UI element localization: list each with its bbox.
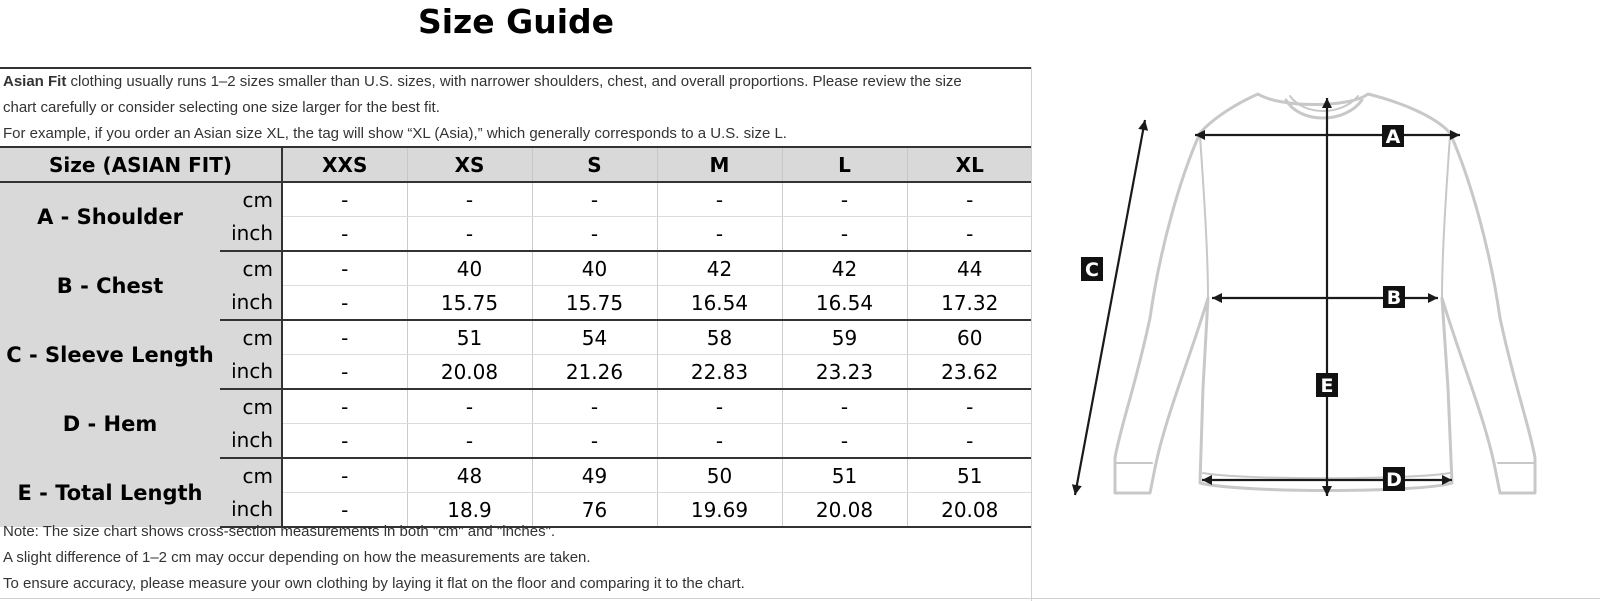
- table-cell: 16.54: [657, 286, 782, 321]
- table-cell: -: [657, 389, 782, 424]
- table-cell: -: [282, 493, 407, 528]
- intro-line-2: chart carefully or consider selecting one size larger for the best fit.: [3, 99, 440, 116]
- size-header-row: [0, 147, 1032, 182]
- divider: [1031, 67, 1032, 601]
- table-cell: -: [282, 320, 407, 355]
- arrow-sleeve: [1072, 120, 1148, 495]
- table-cell: -: [782, 389, 907, 424]
- size-col-header: XL: [907, 147, 1032, 182]
- table-cell: -: [407, 182, 532, 217]
- note-line: To ensure accuracy, please measure your own clothing by laying it flat on the floor and comparing it to the chart.: [3, 575, 745, 592]
- table-cell: 49: [532, 458, 657, 493]
- table-cell: 44: [907, 251, 1032, 286]
- size-col-header: M: [657, 147, 782, 182]
- table-cell: 50: [657, 458, 782, 493]
- table-cell: 22.83: [657, 355, 782, 390]
- size-table-header: Size (ASIAN FIT): [0, 147, 282, 182]
- table-cell: 20.08: [407, 355, 532, 390]
- badge-d: [1383, 467, 1405, 491]
- table-cell: 59: [782, 320, 907, 355]
- unit-label: cm: [220, 320, 282, 355]
- table-cell: 54: [532, 320, 657, 355]
- table-cell: 15.75: [532, 286, 657, 321]
- notes: [0, 519, 1032, 597]
- table-cell: -: [282, 182, 407, 217]
- badge-a: [1382, 125, 1404, 148]
- table-cell: 40: [532, 251, 657, 286]
- table-cell: 20.08: [782, 493, 907, 528]
- table-cell: -: [532, 424, 657, 459]
- measurement-label: B - Chest: [0, 251, 220, 320]
- unit-label: cm: [220, 458, 282, 493]
- table-cell: -: [907, 389, 1032, 424]
- table-cell: -: [532, 182, 657, 217]
- label-a: A: [1385, 126, 1401, 148]
- table-cell: -: [782, 182, 907, 217]
- intro-line-3: For example, if you order an Asian size XL, the tag will show “XL (Asia),” which generally corresponds to a U.S. size L.: [3, 125, 787, 142]
- table-cell: 17.32: [907, 286, 1032, 321]
- intro-text: [0, 67, 1032, 147]
- label-c: C: [1085, 259, 1099, 281]
- sweater-diagram: [1085, 88, 1580, 518]
- table-cell: -: [282, 286, 407, 321]
- table-cell: -: [657, 182, 782, 217]
- table-cell: -: [782, 217, 907, 252]
- unit-label: cm: [220, 251, 282, 286]
- table-cell: 18.9: [407, 493, 532, 528]
- size-col-header: L: [782, 147, 907, 182]
- table-cell: 76: [532, 493, 657, 528]
- table-cell: -: [282, 217, 407, 252]
- table-cell: -: [282, 458, 407, 493]
- table-cell: 60: [907, 320, 1032, 355]
- table-cell: -: [407, 217, 532, 252]
- badge-b: [1383, 286, 1405, 309]
- table-cell: -: [657, 217, 782, 252]
- table-cell: 42: [657, 251, 782, 286]
- table-row: [0, 182, 1032, 217]
- label-e: E: [1320, 375, 1334, 397]
- label-b: B: [1386, 287, 1402, 309]
- table-cell: -: [782, 424, 907, 459]
- table-cell: 21.26: [532, 355, 657, 390]
- note-line: A slight difference of 1–2 cm may occur depending on how the measurements are taken.: [3, 549, 591, 566]
- table-cell: -: [907, 182, 1032, 217]
- table-cell: -: [282, 251, 407, 286]
- table-cell: 23.23: [782, 355, 907, 390]
- unit-label: inch: [220, 286, 282, 321]
- table-row: [0, 458, 1032, 493]
- unit-label: inch: [220, 217, 282, 252]
- divider: [0, 598, 1600, 599]
- page-title: Size Guide: [417, 2, 615, 41]
- table-cell: -: [282, 389, 407, 424]
- table-cell: 51: [407, 320, 532, 355]
- table-cell: 23.62: [907, 355, 1032, 390]
- table-cell: -: [657, 424, 782, 459]
- table-cell: 16.54: [782, 286, 907, 321]
- measurement-label: E - Total Length: [0, 458, 220, 527]
- asian-fit-term: Asian Fit: [3, 73, 67, 90]
- measurement-label: A - Shoulder: [0, 182, 220, 251]
- unit-label: inch: [220, 424, 282, 459]
- table-row: [0, 320, 1032, 355]
- sweater-outline: [1115, 94, 1535, 493]
- badge-e: [1316, 373, 1338, 397]
- unit-label: inch: [220, 355, 282, 390]
- note-line: Note: The size chart shows cross-section measurements in both "cm" and "inches".: [3, 523, 556, 540]
- table-cell: 20.08: [907, 493, 1032, 528]
- table-row: [0, 251, 1032, 286]
- size-col-header: XS: [407, 147, 532, 182]
- unit-label: inch: [220, 493, 282, 528]
- table-cell: 58: [657, 320, 782, 355]
- table-row: [0, 389, 1032, 424]
- badge-c: [1081, 257, 1103, 281]
- table-cell: 40: [407, 251, 532, 286]
- table-cell: -: [407, 424, 532, 459]
- table-cell: -: [907, 424, 1032, 459]
- table-cell: -: [907, 217, 1032, 252]
- size-table: [0, 146, 1032, 528]
- unit-label: cm: [220, 389, 282, 424]
- size-col-header: S: [532, 147, 657, 182]
- table-cell: -: [407, 389, 532, 424]
- intro-line-1-rest: clothing usually runs 1–2 sizes smaller than U.S. sizes, with narrower shoulders, chest, and overall proportions. Please review the size: [66, 73, 962, 90]
- measurement-label: C - Sleeve Length: [0, 320, 220, 389]
- measurement-label: D - Hem: [0, 389, 220, 458]
- table-cell: -: [532, 389, 657, 424]
- table-cell: -: [532, 217, 657, 252]
- table-cell: 19.69: [657, 493, 782, 528]
- table-cell: -: [282, 424, 407, 459]
- intro-line-1: [0, 69, 1032, 95]
- table-cell: 42: [782, 251, 907, 286]
- table-cell: 15.75: [407, 286, 532, 321]
- label-d: D: [1386, 469, 1402, 491]
- unit-label: cm: [220, 182, 282, 217]
- size-col-header: XXS: [282, 147, 407, 182]
- table-cell: -: [282, 355, 407, 390]
- table-cell: 51: [907, 458, 1032, 493]
- table-cell: 51: [782, 458, 907, 493]
- table-cell: 48: [407, 458, 532, 493]
